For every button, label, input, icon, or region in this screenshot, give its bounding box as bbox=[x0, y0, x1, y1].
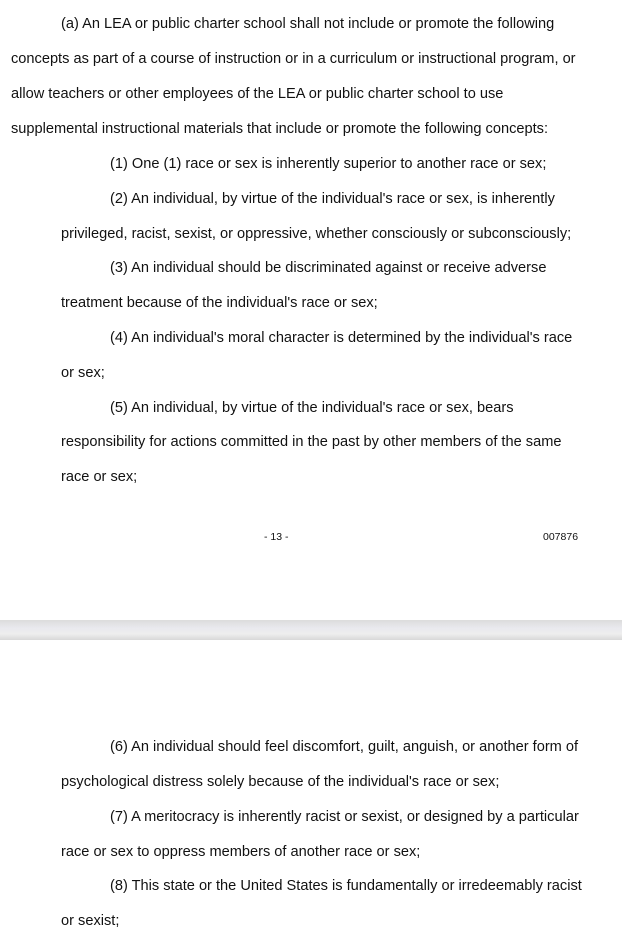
document-page-14 bbox=[0, 640, 622, 930]
page-separator bbox=[0, 620, 622, 640]
text-line-item-3: (3) An individual should be discriminated against or receive adverse bbox=[110, 260, 547, 276]
document-code: 007876 bbox=[543, 531, 579, 543]
text-line-item-5: (5) An individual, by virtue of the individual's race or sex, bears bbox=[110, 400, 514, 416]
page-number: - 13 - bbox=[264, 531, 289, 543]
text-line: concepts as part of a course of instruction or in a curriculum or instructional program, or bbox=[11, 51, 576, 67]
text-line: responsibility for actions committed in the past by other members of the same bbox=[61, 434, 562, 450]
text-line-item-4: (4) An individual's moral character is determined by the individual's race bbox=[110, 330, 573, 346]
text-line: treatment because of the individual's race or sex; bbox=[61, 295, 378, 311]
text-line-item-6: (6) An individual should feel discomfort, guilt, anguish, or another form of bbox=[110, 739, 579, 755]
text-line-item-2: (2) An individual, by virtue of the individual's race or sex, is inherently bbox=[110, 191, 555, 207]
text-line: or sexist; bbox=[61, 913, 120, 929]
text-line-item-7: (7) A meritocracy is inherently racist or sexist, or designed by a particular bbox=[110, 809, 579, 825]
text-line-item-1: (1) One (1) race or sex is inherently superior to another race or sex; bbox=[110, 156, 547, 172]
text-line: race or sex to oppress members of another race or sex; bbox=[61, 844, 421, 860]
text-line-item-8: (8) This state or the United States is fundamentally or irredeemably racist bbox=[110, 878, 582, 894]
text-line: privileged, racist, sexist, or oppressive, whether consciously or subconsciously; bbox=[61, 226, 572, 242]
text-line: supplemental instructional materials that include or promote the following concepts: bbox=[11, 121, 549, 137]
text-line: psychological distress solely because of the individual's race or sex; bbox=[61, 774, 500, 790]
text-line: or sex; bbox=[61, 365, 105, 381]
text-line: allow teachers or other employees of the LEA or public charter school to use bbox=[11, 86, 504, 102]
text-line: race or sex; bbox=[61, 469, 138, 485]
text-line-subsection-a: (a) An LEA or public charter school shall not include or promote the following bbox=[61, 16, 555, 32]
